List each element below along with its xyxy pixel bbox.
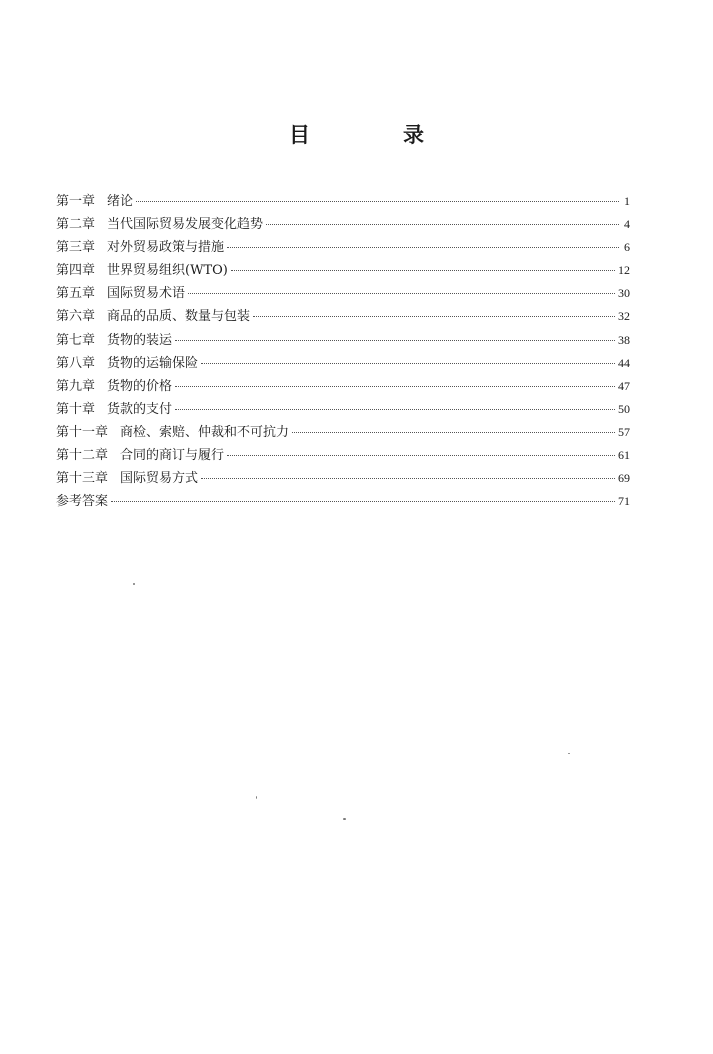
- toc-chapter-label: 第十三章: [56, 471, 109, 487]
- dot-leader: [266, 224, 619, 225]
- toc-chapter-label: 第八章: [56, 355, 96, 371]
- dot-leader: [292, 432, 615, 433]
- dot-leader: [136, 201, 619, 202]
- toc-entry-13[interactable]: [56, 467, 630, 490]
- toc-title: 当代国际贸易发展变化趋势: [107, 217, 264, 233]
- toc-page-number: 69: [618, 471, 630, 486]
- dot-leader: [175, 386, 615, 387]
- toc-entry-11[interactable]: [56, 421, 630, 444]
- toc-page-number: 30: [618, 286, 630, 301]
- toc-chapter-label: 第一章: [56, 194, 96, 209]
- dot-leader: [175, 340, 615, 341]
- scan-speck: [133, 583, 135, 585]
- toc-page-number: 44: [618, 355, 630, 370]
- toc-entry-9[interactable]: [56, 375, 630, 398]
- dot-leader: [188, 293, 615, 294]
- toc-entry-1[interactable]: [56, 190, 630, 213]
- toc-chapter-label: 第十章: [56, 401, 96, 417]
- dot-leader: [231, 270, 615, 271]
- toc-chapter-label: 第七章: [56, 332, 96, 348]
- dot-leader: [175, 409, 615, 410]
- toc-chapter-label: 参考答案: [56, 494, 109, 510]
- toc-entry-7[interactable]: [56, 329, 630, 352]
- toc-title: 货物的运输保险: [107, 355, 199, 371]
- toc-entry-8[interactable]: [56, 352, 630, 375]
- toc-entry-4[interactable]: [56, 259, 630, 282]
- scan-speck: [256, 796, 257, 799]
- toc-title: 绪论: [107, 194, 134, 209]
- scan-speck: [568, 753, 570, 754]
- dot-leader: [227, 247, 619, 248]
- dot-leader: [201, 363, 615, 364]
- toc-title: 货款的支付: [107, 401, 173, 417]
- toc-chapter-label: 第十一章: [56, 424, 109, 440]
- toc-title: 国际贸易术语: [107, 286, 186, 302]
- toc-chapter-label: 第四章: [56, 263, 96, 279]
- toc-chapter-label: 第二章: [56, 217, 96, 233]
- dot-leader: [111, 501, 615, 502]
- toc-page-number: 47: [618, 378, 630, 393]
- toc-chapter-label: 第五章: [56, 286, 96, 302]
- toc-chapter-label: 第六章: [56, 309, 96, 325]
- toc-title: 国际贸易方式: [120, 471, 199, 487]
- toc-entry-answers[interactable]: [56, 490, 630, 513]
- toc-page-number: 50: [618, 401, 630, 416]
- toc-entry-6[interactable]: [56, 305, 630, 328]
- toc-title: 对外贸易政策与措施: [107, 240, 225, 256]
- toc-page-number: 71: [618, 494, 630, 509]
- toc-title: 商检、索赔、仲裁和不可抗力: [120, 424, 290, 440]
- toc-entry-10[interactable]: [56, 398, 630, 421]
- toc-entry-2[interactable]: [56, 213, 630, 236]
- toc-page-number: 4: [624, 217, 630, 232]
- dot-leader: [253, 316, 615, 317]
- toc-title: 世界贸易组织(WTO): [107, 263, 228, 279]
- toc-title: 货物的装运: [107, 332, 173, 348]
- toc-page-number: 12: [618, 263, 630, 278]
- toc-page-number: 6: [624, 240, 630, 255]
- toc-chapter-label: 第十二章: [56, 448, 109, 464]
- scan-speck: [343, 818, 346, 820]
- toc-title: 商品的品质、数量与包装: [107, 309, 251, 325]
- toc-entry-12[interactable]: [56, 444, 630, 467]
- dot-leader: [201, 478, 615, 479]
- toc-chapter-label: 第三章: [56, 240, 96, 256]
- toc-chapter-label: 第九章: [56, 378, 96, 394]
- toc-entry-5[interactable]: [56, 282, 630, 305]
- toc-title: 合同的商订与履行: [120, 448, 225, 464]
- dot-leader: [227, 455, 615, 456]
- toc-title: 货物的价格: [107, 378, 173, 394]
- toc-page-number: 61: [618, 448, 630, 463]
- toc-page-number: 57: [618, 424, 630, 439]
- toc-page-number: 1: [624, 194, 630, 208]
- toc-entry-3[interactable]: [56, 236, 630, 259]
- toc-page-number: 32: [618, 309, 630, 324]
- toc-page-number: 38: [618, 332, 630, 347]
- table-of-contents: [56, 190, 630, 513]
- page-title: 目 录: [289, 123, 460, 147]
